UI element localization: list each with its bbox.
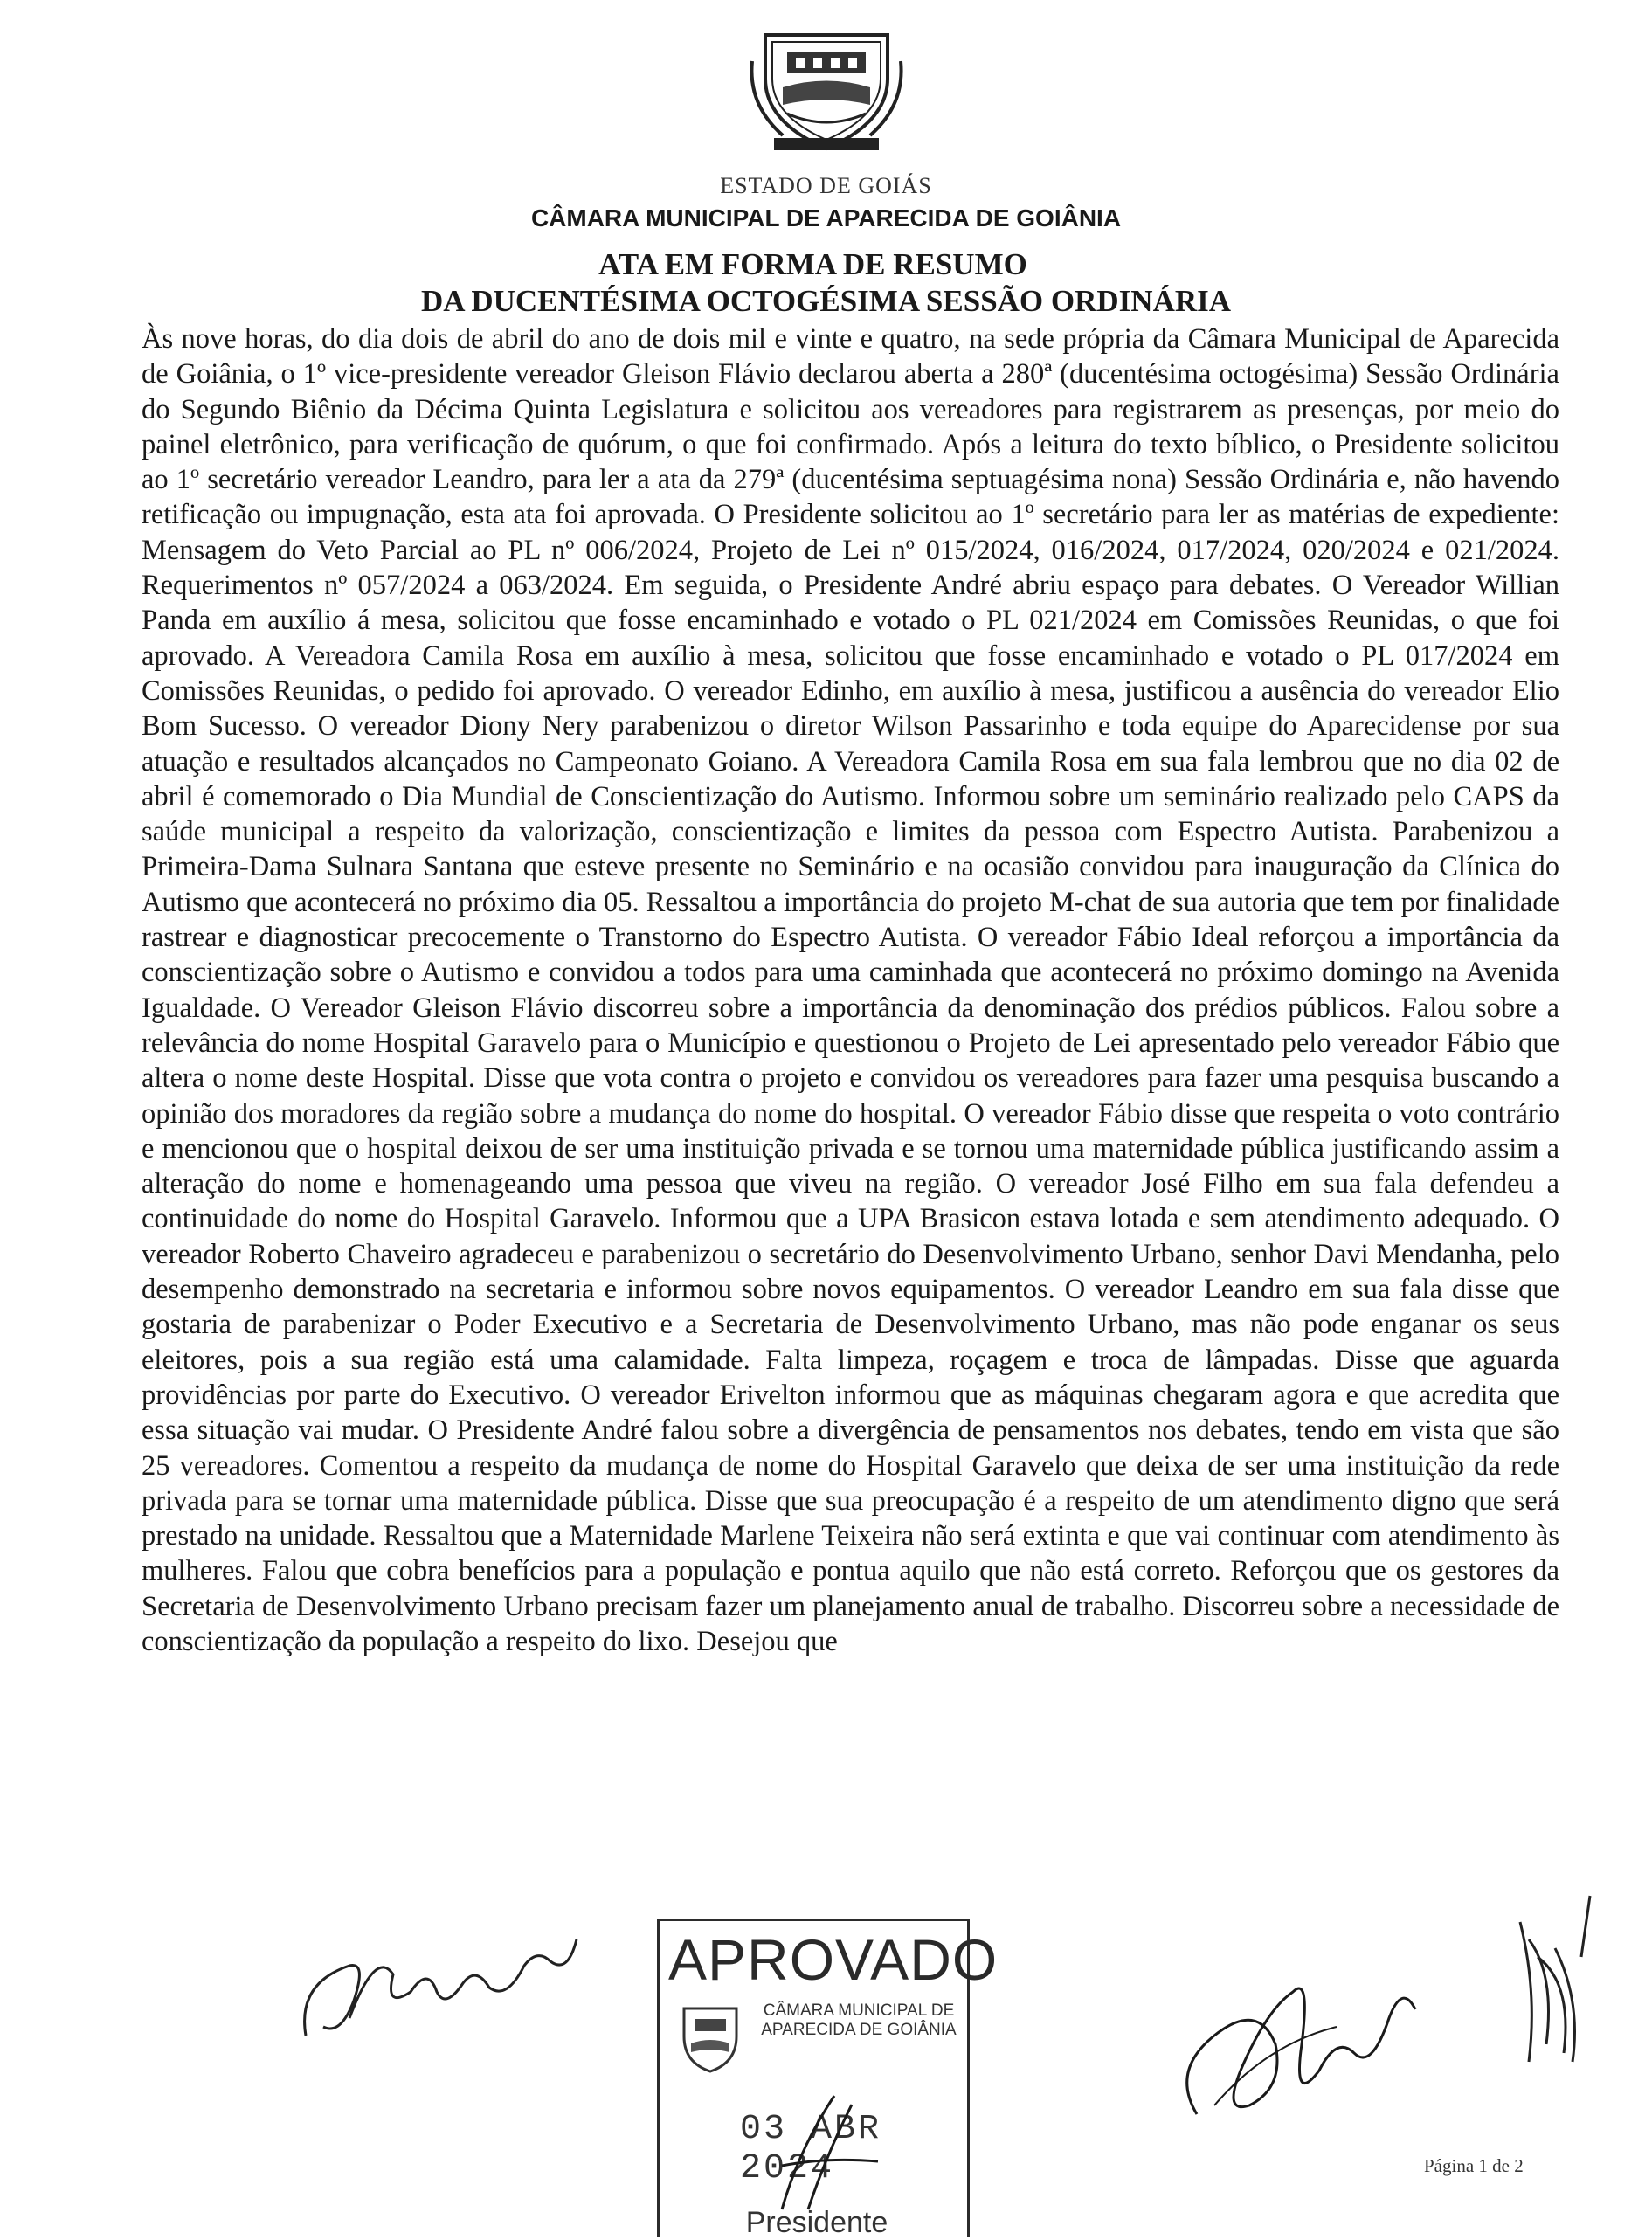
signature-right-icon [1162, 1939, 1441, 2140]
title-line-1: ATA EM FORMA DE RESUMO [598, 247, 1027, 281]
signature-left-icon [288, 1913, 594, 2053]
stamp-org-line-2: APARECIDA DE GOIÂNIA [761, 2021, 957, 2039]
stamp-date: 03 ABR 2024 [740, 2110, 882, 2188]
municipal-crest-icon [748, 26, 905, 157]
document-header [0, 26, 1652, 232]
stamp-seal-icon [675, 2001, 745, 2075]
chamber-name: CÂMARA MUNICIPAL DE APARECIDA DE GOIÂNIA [530, 204, 1122, 232]
document-title [0, 246, 1652, 320]
stamp-role: Presidente [745, 2206, 888, 2239]
stamp-title: APROVADO [668, 1927, 999, 1992]
stamp-organization [754, 2001, 964, 2040]
page-number: Página 1 de 2 [1424, 2155, 1524, 2176]
minutes-body: Às nove horas, do dia dois de abril do ano de dois mil e vinte e quatro, na sede própria da Câmara Municipal de Aparecida de Goiânia, o 1º vice-presidente vereador Gleison Flávio declarou aberta a 280ª (ducentésima octogésima) Sessão Ordinária do Segundo Biênio da Décima Quinta Legislatura e solicitou aos vereadores para registrarem as presenças, por meio do painel eletrônico, para verificação de quórum, o que foi confirmado. Após a leitura do texto bíblico, o Presidente solicitou ao 1º secretário vereador Leandro, para ler a ata da 279ª (ducentésima septuagésima nona) Sessão Ordinária e, não havendo retificação ou impugnação, esta ata foi aprovada. O Presidente solicitou ao 1º secretário para ler as matérias de expediente: Mensagem do Veto Parcial ao PL nº 006/2024, Projeto de Lei nº 015/2024, 016/2024, 017/2024, 020/2024 e 021/2024. Requerimentos nº 057/2024 a 063/2024. Em seguida, o Presidente André abriu espaço para debates. O Vereador Willian Panda em auxílio á mesa, solicitou que fosse encaminhado e votado o PL 021/2024 em Comissões Reunidas, o que foi aprovado. A Vereadora Camila Rosa em auxílio à mesa, solicitou que fosse encaminhado e votado o PL 017/2024 em Comissões Reunidas, o pedido foi aprovado. O vereador Edinho, em auxílio à mesa, justificou a ausência do vereador Elio Bom Sucesso. O vereador Diony Nery parabenizou o diretor Wilson Passarinho e toda equipe do Aparecidense por sua atuação e resultados alcançados no Campeonato Goiano. A Vereadora Camila Rosa em sua fala lembrou que no dia 02 de abril é comemorado o Dia Mundial de Conscientização do Autismo. Informou sobre um seminário realizado pelo CAPS da saúde municipal a respeito da valorização, conscientização e limites da pessoa com Espectro Autista. Parabenizou a Primeira-Dama Sulnara Santana que esteve presente no Seminário e na ocasião convidou para inauguração da Clínica do Autismo que acontecerá no próximo dia 05. Ressaltou a importância do projeto M-chat de sua autoria que tem por finalidade rastrear e diagnosticar precocemente o Transtorno do Espectro Autista. O vereador Fábio Ideal reforçou a importância da conscientização sobre o Autismo e convidou a todos para uma caminhada que acontecerá no próximo domingo na Avenida Igualdade. O Vereador Gleison Flávio discorreu sobre a importância da denominação dos prédios públicos. Falou sobre a relevância do nome Hospital Garavelo para o Município e questionou o Projeto de Lei apresentado pelo vereador Fábio que altera o nome deste Hospital. Disse que vota contra o projeto e convidou os vereadores para fazer uma pesquisa buscando a opinião dos moradores da região sobre a mudança do nome do hospital. O vereador Fábio disse que respeita o voto contrário e mencionou que o hospital deixou de ser uma instituição privada e se tornou uma maternidade pública justificando assim a alteração do nome e homenageando uma pessoa que viveu na região. O vereador José Filho em sua fala defendeu a continuidade do nome do Hospital Garavelo. Informou que a UPA Brasicon estava lotada e sem atendimento adequado. O vereador Roberto Chaveiro agradeceu e parabenizou o secretário do Desenvolvimento Urbano, senhor Davi Mendanha, pelo desempenho demonstrado na secretaria e informou sobre novos equipamentos. O vereador Leandro em sua fala disse que gostaria de parabenizar o Poder Executivo e a Secretaria de Desenvolvimento Urbano, mas não pode enganar os seus eleitores, pois a sua região está uma calamidade. Falta limpeza, roçagem e troca de lâmpadas. Disse que aguarda providências por parte do Executivo. O vereador Erivelton informou que as máquinas chegaram agora e que acredita que essa situação vai mudar. O Presidente André falou sobre a divergência de pensamentos nos debates, tendo em vista que são 25 vereadores. Comentou a respeito da mudança de nome do Hospital Garavelo que deixa de ser uma instituição da rede privada para se tornar uma maternidade pública. Disse que sua preocupação é a respeito de um atendimento digno que será prestado na unidade. Ressaltou que a Maternidade Marlene Teixeira não será extinta e que vai continuar com atendimento às mulheres. Falou que cobra benefícios para a população e pontua aquilo que não está correto. Reforçou que os gestores da Secretaria de Desenvolvimento Urbano precisam fazer um planejamento anual de trabalho. Discorreu sobre a necessidade de conscientização da população a respeito do lixo. Desejou que [142, 323, 1559, 1657]
president-signature-icon [747, 2087, 904, 2218]
signature-margin-icon [1503, 1887, 1607, 2097]
title-line-2: DA DUCENTÉSIMA OCTOGÉSIMA SESSÃO ORDINÁRIA [420, 284, 1232, 318]
stamp-org-line-1: CÂMARA MUNICIPAL DE [763, 2001, 955, 2020]
approval-stamp [657, 1919, 999, 2239]
state-name: ESTADO DE GOIÁS [720, 173, 932, 198]
